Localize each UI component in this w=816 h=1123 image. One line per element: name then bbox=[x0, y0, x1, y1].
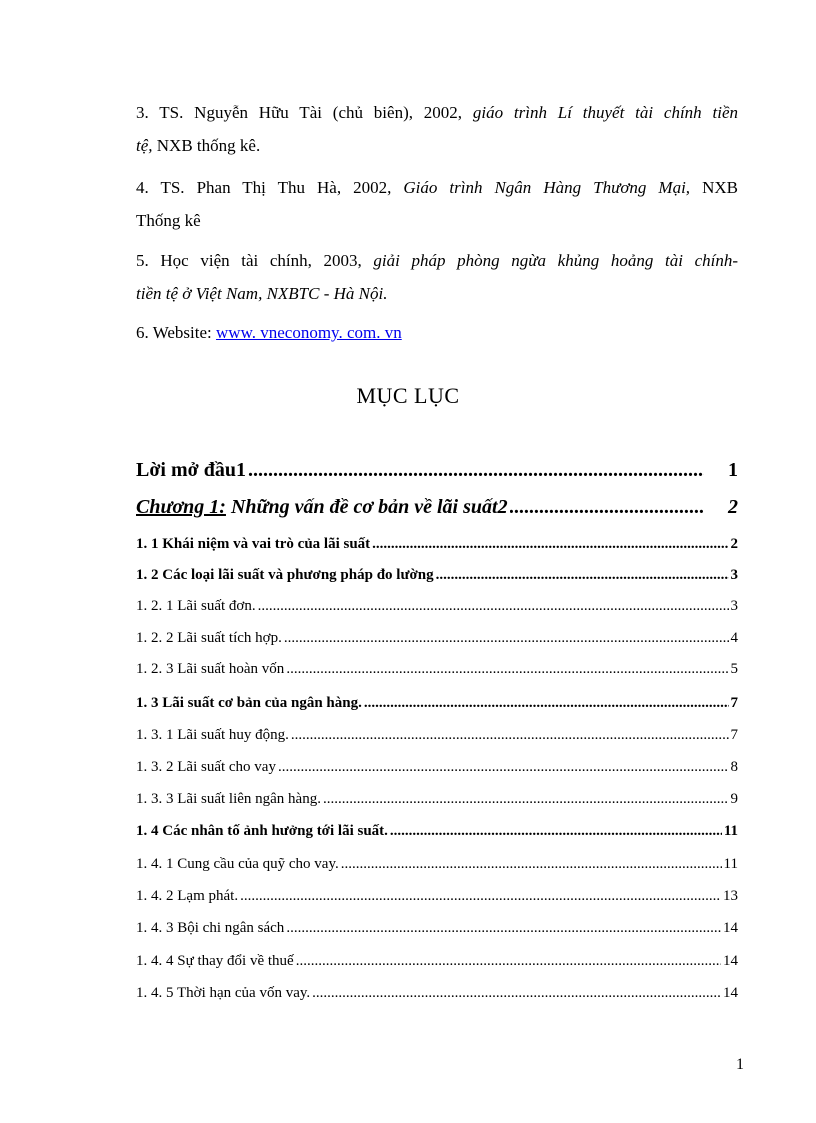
toc-leader-dots bbox=[364, 695, 729, 712]
toc-leader-dots bbox=[284, 630, 729, 647]
toc-entry-page: 5 bbox=[730, 661, 738, 677]
toc-leader-dots bbox=[278, 759, 729, 776]
toc-entry-page: 3 bbox=[730, 598, 738, 614]
toc-leader-dots bbox=[291, 727, 729, 744]
toc-entry-label: 1. 4. 5 Thời hạn của vốn vay. bbox=[136, 985, 311, 1001]
toc-entry-1-4-4[interactable] bbox=[136, 953, 738, 970]
toc-entry-label: 1. 4. 4 Sự thay đổi về thuế bbox=[136, 953, 294, 969]
toc-leader-dots bbox=[436, 567, 729, 584]
reference-5-line-2: tiền tệ ở Việt Nam, NXBTC - Hà Nội. bbox=[136, 284, 388, 303]
toc-entry-1-2-3[interactable] bbox=[136, 661, 738, 678]
toc-entry-label: 1. 4 Các nhân tố ảnh hưởng tới lãi suất. bbox=[136, 823, 388, 839]
toc-entry-page: 11 bbox=[723, 856, 738, 872]
toc-leader-dots bbox=[286, 661, 728, 678]
toc-leader-dots bbox=[341, 856, 722, 873]
toc-entry-page: 7 bbox=[730, 695, 738, 711]
toc-title: MỤC LỤC bbox=[356, 383, 460, 408]
website-link[interactable]: www. vneconomy. com. vn bbox=[216, 323, 402, 342]
toc-entry-label: 1. 3. 3 Lãi suất liên ngân hàng. bbox=[136, 791, 321, 807]
toc-entry-page: 14 bbox=[723, 920, 738, 936]
toc-entry-label: 1. 3. 1 Lãi suất huy động. bbox=[136, 727, 289, 743]
reference-6-label: 6. Website: bbox=[136, 323, 217, 342]
toc-entry-1-4-1[interactable] bbox=[136, 856, 738, 873]
toc-leader-dots bbox=[258, 598, 729, 615]
reference-6 bbox=[136, 316, 738, 349]
toc-leader-dots bbox=[240, 888, 721, 905]
toc-entry-1-3-1[interactable] bbox=[136, 727, 738, 744]
toc-leader-dots bbox=[312, 985, 721, 1002]
toc-entry-1-4[interactable] bbox=[136, 823, 738, 840]
toc-entry-label: 1. 4. 1 Cung cầu của quỹ cho vay. bbox=[136, 856, 339, 872]
reference-5 bbox=[136, 244, 738, 310]
toc-leader-dots bbox=[390, 823, 722, 840]
toc-entry-page: 2 bbox=[728, 496, 738, 518]
toc-entry-page: 1 bbox=[728, 459, 738, 481]
toc-entry-label: 1. 2. 1 Lãi suất đơn. bbox=[136, 598, 256, 614]
toc-entry-page: 3 bbox=[730, 567, 738, 583]
toc-entry-1-2-2[interactable] bbox=[136, 630, 738, 647]
toc-entry-label: 1. 3. 2 Lãi suất cho vay bbox=[136, 759, 276, 775]
page-number: 1 bbox=[736, 1056, 744, 1073]
reference-3 bbox=[136, 96, 738, 162]
toc-entry-1-3[interactable] bbox=[136, 695, 738, 712]
toc-entry-1-4-3[interactable] bbox=[136, 920, 738, 937]
toc-entry-1-3-3[interactable] bbox=[136, 791, 738, 808]
toc-entry-page: 11 bbox=[723, 823, 738, 839]
reference-3-line-2: tệ, NXB thống kê. bbox=[136, 136, 261, 155]
toc-entry-page: 13 bbox=[723, 888, 738, 904]
toc-entry-label: 1. 3 Lãi suất cơ bản của ngân hàng. bbox=[136, 695, 362, 711]
toc-entry-label: 1. 4. 3 Bội chi ngân sách bbox=[136, 920, 285, 936]
toc-entry-1-4-2[interactable] bbox=[136, 888, 738, 905]
toc-leader-dots bbox=[323, 791, 729, 808]
toc-entry-label: Chương 1: Những vấn đề cơ bản về lãi suất2 bbox=[136, 496, 508, 518]
toc-entry-chapter-1[interactable] bbox=[136, 496, 738, 519]
reference-4 bbox=[136, 171, 738, 237]
toc-entry-page: 8 bbox=[730, 759, 738, 775]
toc-entry-label: Lời mở đầu1 bbox=[136, 459, 246, 481]
toc-entry-label: 1. 1 Khái niệm và vai trò của lãi suất bbox=[136, 536, 371, 552]
toc-entry-page: 9 bbox=[730, 791, 738, 807]
toc-entry-page: 14 bbox=[723, 953, 738, 969]
toc-entry-1-3-2[interactable] bbox=[136, 759, 738, 776]
toc-entry-1-2[interactable] bbox=[136, 567, 738, 584]
toc-leader-dots bbox=[286, 920, 721, 937]
toc-leader-dots bbox=[510, 496, 704, 519]
toc-entry-page: 14 bbox=[723, 985, 738, 1001]
toc-entry-page: 7 bbox=[730, 727, 738, 743]
reference-5-line-1: 5. Học viện tài chính, 2003, giải pháp phòng ngừa khủng hoảng tài chính- bbox=[136, 251, 739, 270]
toc-entry-label: 1. 2. 2 Lãi suất tích hợp. bbox=[136, 630, 282, 646]
reference-3-line-1: 3. TS. Nguyễn Hữu Tài (chủ biên), 2002, giáo trình Lí thuyết tài chính tiền bbox=[136, 103, 738, 122]
toc-entry-1-2-1[interactable] bbox=[136, 598, 738, 615]
reference-4-line-2: Thống kê bbox=[136, 211, 201, 230]
toc-entry-label: 1. 2. 3 Lãi suất hoàn vốn bbox=[136, 661, 285, 677]
reference-4-line-1: 4. TS. Phan Thị Thu Hà, 2002, Giáo trình Ngân Hàng Thương Mại, NXB bbox=[136, 178, 738, 197]
toc-entry-1-4-5[interactable] bbox=[136, 985, 738, 1002]
toc-entry-label: 1. 4. 2 Lạm phát. bbox=[136, 888, 239, 904]
toc-leader-dots bbox=[296, 953, 721, 970]
toc-entry-intro[interactable] bbox=[136, 459, 738, 482]
toc-entry-label: 1. 2 Các loại lãi suất và phương pháp đo lường bbox=[136, 567, 434, 583]
toc-entry-page: 2 bbox=[730, 536, 738, 552]
toc-leader-dots bbox=[248, 459, 704, 482]
toc-entry-1-1[interactable] bbox=[136, 536, 738, 553]
toc-entry-page: 4 bbox=[730, 630, 738, 646]
toc-leader-dots bbox=[372, 536, 728, 553]
